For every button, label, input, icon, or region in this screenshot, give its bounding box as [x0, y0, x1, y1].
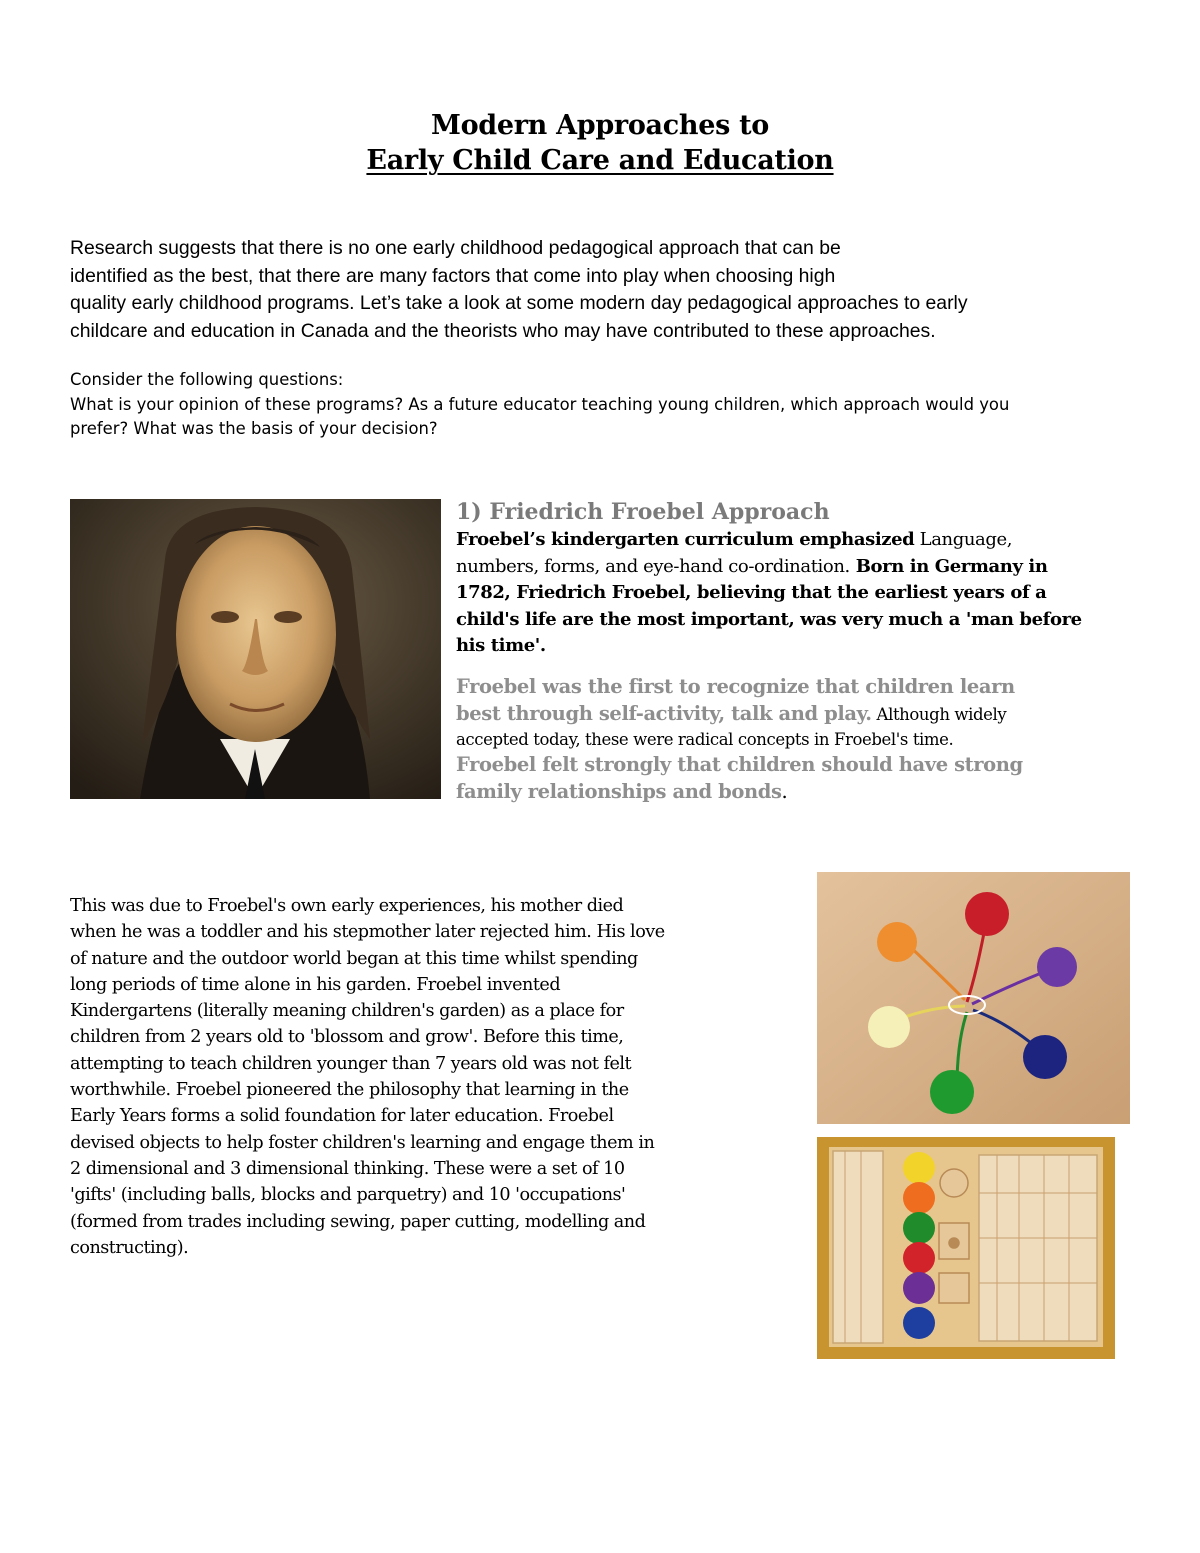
text-normal: numbers, forms, and eye-hand co-ordination.: [456, 555, 850, 577]
questions-block: [70, 368, 1160, 442]
section-line: child's life are the most important, was very much a 'man before: [456, 608, 1082, 630]
froebel-section: [456, 497, 1146, 805]
intro-line: Research suggests that there is no one early childhood pedagogical approach that can be: [70, 237, 841, 259]
body-line: 2 dimensional and 3 dimensional thinking. These were a set of 10: [70, 1158, 625, 1179]
gift-balls-image: [817, 872, 1130, 1124]
intro-paragraph: [70, 235, 1155, 345]
froebel-portrait-image: [70, 499, 441, 799]
section-line: Froebel felt strongly that children should have strong: [456, 753, 1023, 777]
body-line: Kindergartens (literally meaning children's garden) as a place for: [70, 1001, 624, 1022]
body-line: (formed from trades including sewing, paper cutting, modelling and: [70, 1211, 646, 1232]
body-line: 'gifts' (including balls, blocks and parquetry) and 10 'occupations': [70, 1185, 626, 1206]
section-line: [456, 701, 1146, 729]
wooden-box-icon: [809, 1133, 1121, 1369]
body-line: worthwhile. Froebel pioneered the philosophy that learning in the: [70, 1080, 629, 1101]
title-line-2: Early Child Care and Education: [366, 145, 834, 176]
section-line: [456, 527, 1146, 554]
text-normal: .: [781, 779, 788, 803]
section-line: his time'.: [456, 635, 546, 657]
section-line: [456, 779, 1146, 806]
text-gray: best through self-activity, talk and play.: [456, 701, 872, 725]
body-line: devised objects to help foster children's learning and engage them in: [70, 1132, 655, 1153]
body-line: children from 2 years old to 'blossom and grow'. Before this time,: [70, 1027, 624, 1048]
body-line: when he was a toddler and his stepmother later rejected him. His love: [70, 922, 665, 943]
text-bold: Born in Germany in: [849, 555, 1048, 577]
intro-line: quality early childhood programs. Let’s take a look at some modern day pedagogical approaches to early: [70, 292, 968, 314]
body-line: long periods of time alone in his garden. Froebel invented: [70, 974, 561, 995]
text-gray: family relationships and bonds: [456, 779, 782, 803]
section-line: Froebel was the first to recognize that children learn: [456, 674, 1015, 698]
question-line: prefer? What was the basis of your decision?: [70, 419, 438, 438]
section-paragraph-2: [456, 674, 1146, 805]
body-paragraph: [70, 893, 800, 1261]
section-line: [456, 554, 1146, 581]
intro-line: childcare and education in Canada and the theorists who may have contributed to these approaches.: [70, 319, 936, 342]
body-line: This was due to Froebel's own early experiences, his mother died: [70, 896, 624, 916]
gift-box-image: [809, 1133, 1121, 1369]
section-heading: 1) Friedrich Froebel Approach: [456, 499, 830, 525]
text-normal: Language,: [914, 529, 1013, 550]
portrait-icon: [70, 499, 441, 799]
page-title: [0, 108, 1200, 178]
question-line: What is your opinion of these programs? As a future educator teaching young children, which approach would you: [70, 394, 1010, 414]
section-line: 1782, Friedrich Froebel, believing that the earliest years of a: [456, 582, 1047, 604]
yarn-balls-icon: [817, 872, 1130, 1124]
body-line: constructing).: [70, 1237, 189, 1258]
body-line: of nature and the outdoor world began at this time whilst spending: [70, 948, 638, 969]
section-line: accepted today, these were radical concepts in Froebel's time.: [456, 730, 954, 750]
text-normal: Although widely: [871, 704, 1007, 724]
text-bold: Froebel’s kindergarten curriculum emphasized: [456, 529, 915, 550]
body-line: Early Years forms a solid foundation for later education. Froebel: [70, 1106, 614, 1127]
question-line: Consider the following questions:: [70, 370, 344, 389]
intro-line: identified as the best, that there are many factors that come into play when choosing high: [70, 264, 836, 287]
title-line-1: Modern Approaches to: [431, 110, 769, 141]
body-line: attempting to teach children younger than 7 years old was not felt: [70, 1053, 632, 1074]
